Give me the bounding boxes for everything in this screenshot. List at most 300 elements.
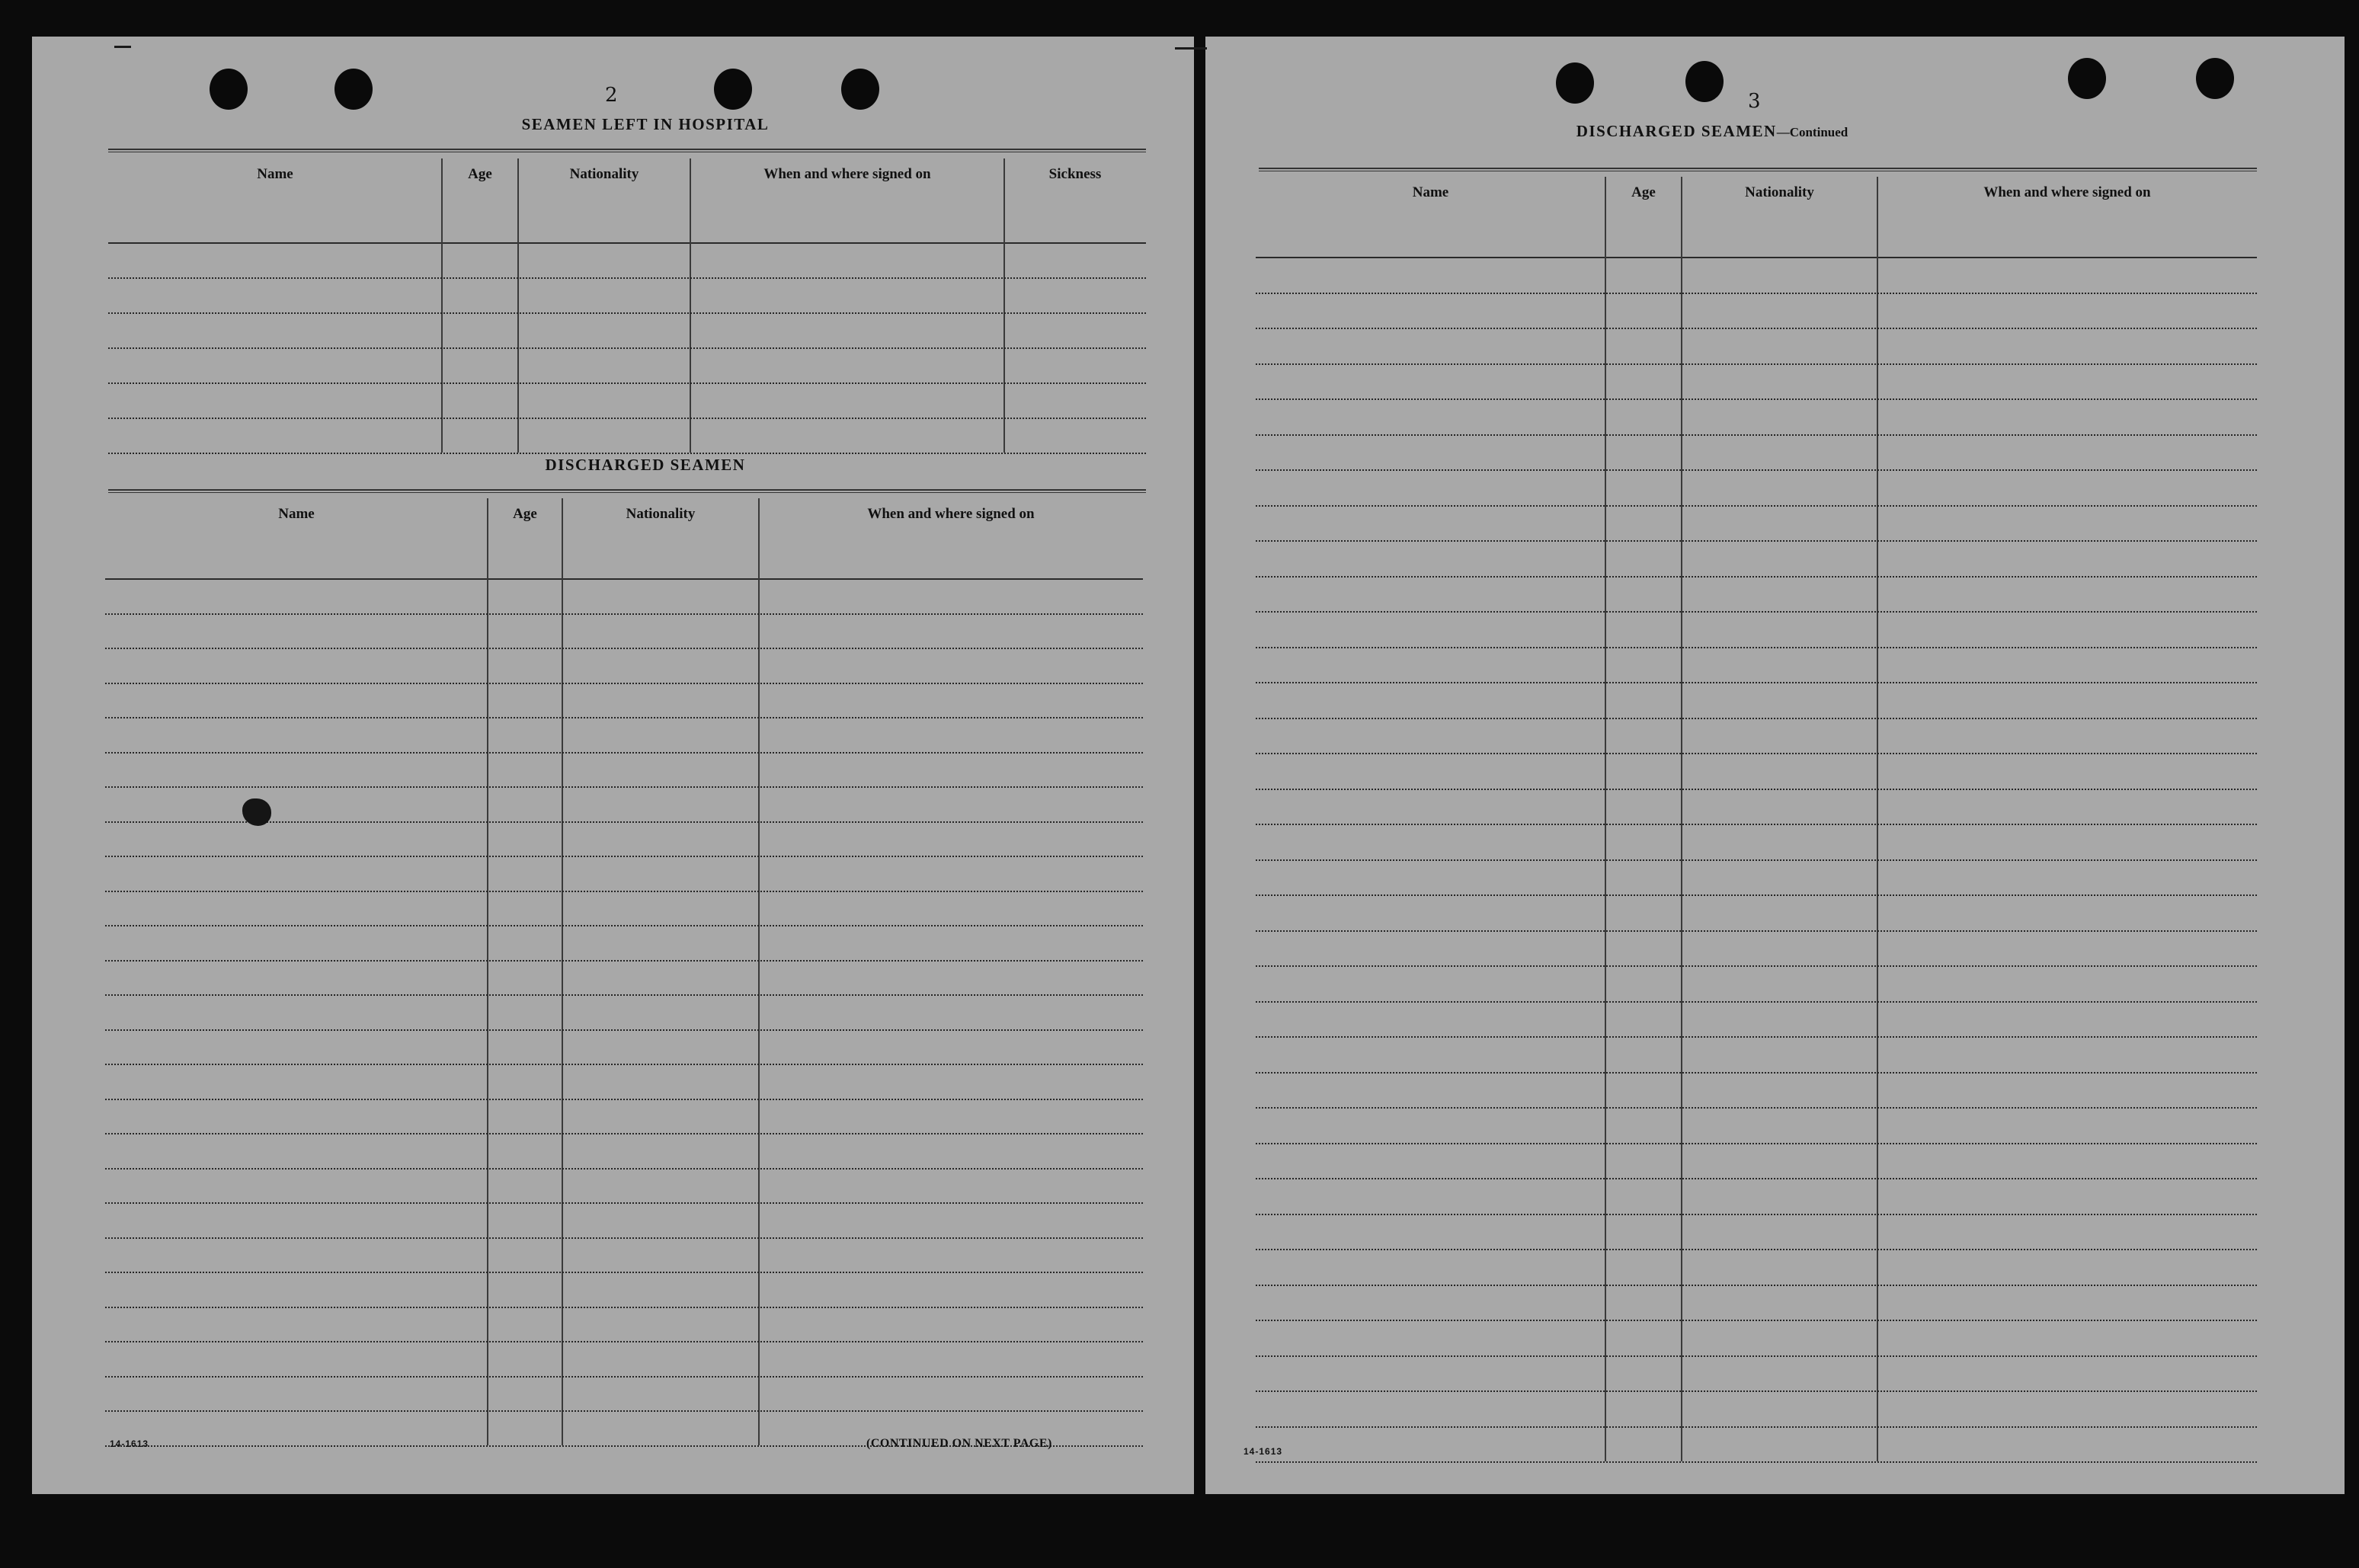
table-cell bbox=[759, 648, 1143, 683]
table-cell bbox=[562, 1307, 759, 1342]
page-number: 2 bbox=[605, 84, 618, 107]
table-row[interactable] bbox=[105, 891, 1143, 927]
table-cell bbox=[105, 786, 488, 821]
table-row[interactable] bbox=[105, 1202, 1143, 1239]
table-cell bbox=[105, 856, 488, 891]
table-cell bbox=[1256, 1214, 1605, 1250]
table-cell bbox=[1605, 434, 1682, 470]
table-cell bbox=[759, 1376, 1143, 1411]
table-row[interactable] bbox=[105, 1341, 1143, 1378]
table-cell bbox=[562, 1410, 759, 1445]
table-cell bbox=[1682, 540, 1877, 576]
table-row[interactable] bbox=[105, 925, 1143, 962]
table-row[interactable] bbox=[1256, 1036, 2257, 1074]
table-cell bbox=[1682, 1355, 1877, 1391]
table-cell bbox=[488, 1099, 562, 1134]
table-row[interactable] bbox=[1256, 1072, 2257, 1109]
table-cell bbox=[1877, 469, 2257, 505]
table-row[interactable] bbox=[108, 242, 1146, 279]
table-row[interactable] bbox=[1256, 434, 2257, 472]
table-row[interactable] bbox=[105, 1029, 1143, 1066]
punch-hole bbox=[714, 69, 752, 110]
table-cell bbox=[759, 1099, 1143, 1134]
table-cell bbox=[1877, 824, 2257, 859]
table-cell bbox=[759, 1168, 1143, 1203]
column-header: Name bbox=[257, 166, 293, 182]
table-cell bbox=[1256, 469, 1605, 505]
table-row[interactable] bbox=[105, 1272, 1143, 1308]
table-cell bbox=[1682, 1143, 1877, 1179]
table-cell bbox=[1682, 434, 1877, 470]
title-double-rule bbox=[1259, 168, 2257, 171]
table-cell bbox=[1256, 1178, 1605, 1214]
table-cell bbox=[1682, 1214, 1877, 1250]
table-cell bbox=[1605, 540, 1682, 576]
table-row[interactable] bbox=[1256, 540, 2257, 578]
table-cell bbox=[1877, 753, 2257, 789]
table-cell bbox=[1256, 293, 1605, 328]
table-cell bbox=[1004, 347, 1146, 382]
form-number: 14-1613 bbox=[110, 1438, 149, 1449]
column-header: Age bbox=[1631, 184, 1656, 200]
table-row[interactable] bbox=[1256, 505, 2257, 542]
table-row[interactable] bbox=[105, 994, 1143, 1031]
table-cell bbox=[1605, 1001, 1682, 1037]
table-cell bbox=[1877, 505, 2257, 541]
table-cell bbox=[1256, 363, 1605, 399]
table-row[interactable] bbox=[105, 856, 1143, 892]
table-cell bbox=[488, 683, 562, 718]
column-header: When and where signed on bbox=[763, 166, 931, 182]
table-cell bbox=[1605, 859, 1682, 895]
table-cell bbox=[105, 1341, 488, 1376]
column-header: Age bbox=[513, 506, 537, 522]
table-cell bbox=[1877, 1178, 2257, 1214]
table-row[interactable] bbox=[1256, 682, 2257, 719]
table-row[interactable] bbox=[105, 1237, 1143, 1274]
table-cell bbox=[105, 1064, 488, 1099]
table-cell bbox=[442, 347, 518, 382]
table-cell bbox=[1605, 718, 1682, 754]
discharged-section-title: DISCHARGED SEAMEN bbox=[545, 456, 746, 474]
table-cell bbox=[562, 578, 759, 613]
column-header: When and where signed on bbox=[867, 506, 1035, 522]
table-cell bbox=[562, 1099, 759, 1134]
table-cell bbox=[1682, 1001, 1877, 1037]
table-cell bbox=[105, 821, 488, 856]
table-row[interactable] bbox=[1256, 469, 2257, 507]
table-row[interactable] bbox=[1256, 753, 2257, 790]
table-cell bbox=[1256, 1426, 1605, 1462]
table-cell bbox=[1605, 398, 1682, 434]
table-row[interactable] bbox=[108, 347, 1146, 384]
table-cell bbox=[562, 891, 759, 926]
table-cell bbox=[1256, 718, 1605, 754]
table-cell bbox=[1682, 293, 1877, 328]
table-cell bbox=[759, 925, 1143, 960]
ledger-header bbox=[105, 498, 1143, 580]
table-cell bbox=[1877, 398, 2257, 434]
table-cell bbox=[562, 1237, 759, 1272]
table-cell bbox=[105, 925, 488, 960]
table-cell bbox=[105, 891, 488, 926]
table-row[interactable] bbox=[105, 752, 1143, 789]
table-cell bbox=[1605, 930, 1682, 966]
right-section-title-suffix: —Continued bbox=[1776, 125, 1848, 139]
table-cell bbox=[1256, 859, 1605, 895]
table-row[interactable] bbox=[1256, 718, 2257, 755]
table-cell bbox=[518, 382, 690, 418]
column-header: Name bbox=[278, 506, 315, 522]
right-ledger bbox=[1256, 177, 2257, 1461]
table-cell bbox=[488, 960, 562, 995]
table-row[interactable] bbox=[1256, 1178, 2257, 1215]
table-cell bbox=[759, 960, 1143, 995]
table-cell bbox=[1256, 753, 1605, 789]
table-cell bbox=[562, 717, 759, 752]
table-cell bbox=[1682, 328, 1877, 363]
table-row[interactable] bbox=[105, 1099, 1143, 1135]
column-header: Age bbox=[468, 166, 492, 182]
table-cell bbox=[1605, 1249, 1682, 1285]
form-number: 14-1613 bbox=[1244, 1446, 1283, 1457]
table-cell bbox=[759, 891, 1143, 926]
table-row[interactable] bbox=[1256, 363, 2257, 401]
table-row[interactable] bbox=[105, 648, 1143, 684]
table-cell bbox=[1682, 257, 1877, 293]
table-row[interactable] bbox=[105, 578, 1143, 615]
right-section-title-text: DISCHARGED SEAMEN bbox=[1576, 122, 1777, 140]
table-cell bbox=[1682, 718, 1877, 754]
table-cell bbox=[1877, 789, 2257, 824]
table-row[interactable] bbox=[1256, 257, 2257, 294]
table-cell bbox=[518, 242, 690, 277]
table-cell bbox=[1682, 1072, 1877, 1108]
table-cell bbox=[1605, 647, 1682, 683]
table-cell bbox=[518, 312, 690, 347]
table-cell bbox=[105, 683, 488, 718]
table-cell bbox=[1605, 611, 1682, 647]
table-cell bbox=[759, 994, 1143, 1029]
column-header: When and where signed on bbox=[1983, 184, 2151, 200]
table-cell bbox=[105, 1272, 488, 1307]
punch-hole bbox=[841, 69, 879, 110]
table-row[interactable] bbox=[108, 418, 1146, 454]
table-cell bbox=[1605, 1214, 1682, 1250]
table-row[interactable] bbox=[105, 613, 1143, 650]
table-row[interactable] bbox=[105, 1168, 1143, 1205]
table-cell bbox=[562, 648, 759, 683]
table-cell bbox=[488, 1064, 562, 1099]
table-cell bbox=[105, 717, 488, 752]
table-cell bbox=[759, 1307, 1143, 1342]
table-cell bbox=[562, 994, 759, 1029]
table-cell bbox=[1004, 382, 1146, 418]
title-double-rule bbox=[108, 489, 1146, 493]
table-row[interactable] bbox=[1256, 1143, 2257, 1180]
table-cell bbox=[759, 613, 1143, 648]
table-row[interactable] bbox=[105, 1376, 1143, 1413]
table-cell bbox=[105, 1410, 488, 1445]
table-cell bbox=[1605, 1320, 1682, 1355]
table-cell bbox=[759, 786, 1143, 821]
table-cell bbox=[1256, 965, 1605, 1001]
table-cell bbox=[1256, 682, 1605, 718]
table-cell bbox=[1256, 1001, 1605, 1037]
punch-hole bbox=[334, 69, 373, 110]
table-cell bbox=[1256, 257, 1605, 293]
table-cell bbox=[1256, 930, 1605, 966]
table-cell bbox=[1877, 718, 2257, 754]
table-cell bbox=[1877, 1426, 2257, 1462]
table-cell bbox=[488, 1307, 562, 1342]
table-cell bbox=[488, 856, 562, 891]
table-cell bbox=[1256, 1036, 1605, 1072]
table-cell bbox=[562, 1029, 759, 1064]
table-cell bbox=[105, 1029, 488, 1064]
table-row[interactable] bbox=[1256, 894, 2257, 932]
table-cell bbox=[562, 1064, 759, 1099]
table-row[interactable] bbox=[105, 1307, 1143, 1343]
table-cell bbox=[1682, 1107, 1877, 1143]
table-cell bbox=[1004, 277, 1146, 312]
table-cell bbox=[1877, 894, 2257, 930]
column-header: Nationality bbox=[569, 166, 639, 182]
table-cell bbox=[759, 1064, 1143, 1099]
table-cell bbox=[1605, 824, 1682, 859]
table-cell bbox=[1877, 1285, 2257, 1320]
table-cell bbox=[1256, 434, 1605, 470]
table-cell bbox=[1877, 682, 2257, 718]
table-cell bbox=[1605, 576, 1682, 612]
table-cell bbox=[1877, 1355, 2257, 1391]
table-cell bbox=[1605, 965, 1682, 1001]
table-cell bbox=[1877, 1249, 2257, 1285]
table-cell bbox=[488, 613, 562, 648]
table-cell bbox=[562, 613, 759, 648]
table-cell bbox=[759, 578, 1143, 613]
table-cell bbox=[1877, 1320, 2257, 1355]
table-cell bbox=[518, 277, 690, 312]
table-cell bbox=[1605, 1178, 1682, 1214]
table-cell bbox=[690, 312, 1004, 347]
table-row[interactable] bbox=[1256, 1214, 2257, 1251]
table-cell bbox=[759, 1029, 1143, 1064]
table-cell bbox=[1605, 1072, 1682, 1108]
table-cell bbox=[1256, 789, 1605, 824]
table-cell bbox=[105, 648, 488, 683]
table-cell bbox=[1256, 1249, 1605, 1285]
table-cell bbox=[1682, 1036, 1877, 1072]
table-cell bbox=[1256, 1355, 1605, 1391]
table-cell bbox=[1877, 1390, 2257, 1426]
table-cell bbox=[1682, 682, 1877, 718]
table-cell bbox=[1682, 753, 1877, 789]
table-cell bbox=[759, 683, 1143, 718]
table-cell bbox=[1256, 1320, 1605, 1355]
table-row[interactable] bbox=[1256, 789, 2257, 826]
punch-hole bbox=[2196, 58, 2234, 99]
table-cell bbox=[1682, 859, 1877, 895]
table-cell bbox=[105, 1168, 488, 1203]
table-cell bbox=[1682, 611, 1877, 647]
table-cell bbox=[1682, 647, 1877, 683]
table-row[interactable] bbox=[105, 960, 1143, 997]
table-cell bbox=[1877, 965, 2257, 1001]
table-row[interactable] bbox=[1256, 1390, 2257, 1428]
table-row[interactable] bbox=[1256, 611, 2257, 648]
table-cell bbox=[1256, 1143, 1605, 1179]
table-row[interactable] bbox=[105, 821, 1143, 858]
table-cell bbox=[1682, 1178, 1877, 1214]
table-cell bbox=[105, 1099, 488, 1134]
table-cell bbox=[1877, 328, 2257, 363]
column-header: Nationality bbox=[1745, 184, 1814, 200]
table-cell bbox=[1877, 363, 2257, 399]
table-cell bbox=[105, 1376, 488, 1411]
table-cell bbox=[488, 578, 562, 613]
page-number: 3 bbox=[1748, 90, 1761, 113]
table-cell bbox=[1877, 1072, 2257, 1108]
table-cell bbox=[105, 578, 488, 613]
table-cell bbox=[759, 1202, 1143, 1237]
table-row[interactable] bbox=[105, 683, 1143, 719]
table-row[interactable] bbox=[1256, 1320, 2257, 1357]
table-cell bbox=[1256, 328, 1605, 363]
table-cell bbox=[562, 1376, 759, 1411]
table-cell bbox=[690, 242, 1004, 277]
table-cell bbox=[759, 856, 1143, 891]
table-cell bbox=[1877, 859, 2257, 895]
table-cell bbox=[488, 1202, 562, 1237]
table-cell bbox=[1682, 1390, 1877, 1426]
ledger-header bbox=[1256, 177, 2257, 258]
table-cell bbox=[562, 683, 759, 718]
table-cell bbox=[1256, 1285, 1605, 1320]
table-row[interactable] bbox=[1256, 1249, 2257, 1286]
table-cell bbox=[1256, 505, 1605, 541]
scan-mark bbox=[1175, 47, 1207, 50]
table-cell bbox=[442, 277, 518, 312]
table-cell bbox=[488, 1168, 562, 1203]
table-cell bbox=[1605, 682, 1682, 718]
table-cell bbox=[1605, 753, 1682, 789]
table-cell bbox=[488, 1376, 562, 1411]
table-cell bbox=[1004, 312, 1146, 347]
table-cell bbox=[562, 960, 759, 995]
table-cell bbox=[488, 891, 562, 926]
table-row[interactable] bbox=[1256, 647, 2257, 684]
table-cell bbox=[488, 1410, 562, 1445]
table-row[interactable] bbox=[108, 382, 1146, 419]
right-page bbox=[1205, 37, 2345, 1494]
table-cell bbox=[105, 1202, 488, 1237]
table-row[interactable] bbox=[1256, 965, 2257, 1003]
table-cell bbox=[1605, 363, 1682, 399]
table-cell bbox=[759, 717, 1143, 752]
table-row[interactable] bbox=[1256, 1107, 2257, 1144]
table-cell bbox=[1877, 930, 2257, 966]
table-row[interactable] bbox=[105, 1064, 1143, 1100]
table-cell bbox=[690, 277, 1004, 312]
table-cell bbox=[1605, 1426, 1682, 1462]
table-cell bbox=[442, 418, 518, 453]
table-cell bbox=[1605, 1355, 1682, 1391]
table-row[interactable] bbox=[1256, 328, 2257, 365]
column-header: Name bbox=[1412, 184, 1449, 200]
table-cell bbox=[1682, 505, 1877, 541]
table-cell bbox=[1605, 293, 1682, 328]
table-row[interactable] bbox=[108, 312, 1146, 349]
table-cell bbox=[1605, 257, 1682, 293]
table-cell bbox=[1682, 469, 1877, 505]
table-cell bbox=[108, 242, 442, 277]
table-cell bbox=[1877, 540, 2257, 576]
table-cell bbox=[442, 242, 518, 277]
table-cell bbox=[1256, 1390, 1605, 1426]
left-page bbox=[32, 37, 1194, 1494]
table-cell bbox=[105, 1307, 488, 1342]
table-cell bbox=[488, 752, 562, 787]
table-cell bbox=[1605, 894, 1682, 930]
table-cell bbox=[1877, 434, 2257, 470]
table-cell bbox=[562, 1202, 759, 1237]
table-cell bbox=[1605, 469, 1682, 505]
table-cell bbox=[1605, 505, 1682, 541]
table-row[interactable] bbox=[105, 717, 1143, 754]
table-row[interactable] bbox=[1256, 1426, 2257, 1464]
table-row[interactable] bbox=[1256, 293, 2257, 330]
table-row[interactable] bbox=[1256, 824, 2257, 861]
table-cell bbox=[759, 1133, 1143, 1168]
table-cell bbox=[108, 277, 442, 312]
table-row[interactable] bbox=[105, 1133, 1143, 1170]
scan-mark bbox=[114, 46, 131, 48]
table-cell bbox=[1605, 1143, 1682, 1179]
ledger-header bbox=[108, 158, 1146, 244]
table-cell bbox=[1256, 611, 1605, 647]
table-cell bbox=[105, 752, 488, 787]
punch-hole bbox=[210, 69, 248, 110]
table-cell bbox=[562, 925, 759, 960]
table-cell bbox=[1682, 894, 1877, 930]
table-row[interactable] bbox=[1256, 398, 2257, 436]
table-cell bbox=[442, 312, 518, 347]
table-row[interactable] bbox=[1256, 859, 2257, 897]
table-cell bbox=[1877, 1143, 2257, 1179]
table-row[interactable] bbox=[1256, 1285, 2257, 1322]
table-cell bbox=[1877, 293, 2257, 328]
table-row[interactable] bbox=[1256, 576, 2257, 613]
table-cell bbox=[105, 1133, 488, 1168]
right-section-title bbox=[1472, 122, 1952, 141]
table-cell bbox=[759, 1272, 1143, 1307]
table-row[interactable] bbox=[1256, 930, 2257, 968]
table-cell bbox=[1605, 1390, 1682, 1426]
table-cell bbox=[690, 347, 1004, 382]
table-cell bbox=[1682, 1285, 1877, 1320]
table-row[interactable] bbox=[1256, 1001, 2257, 1038]
table-row[interactable] bbox=[1256, 1355, 2257, 1393]
table-cell bbox=[759, 1237, 1143, 1272]
table-cell bbox=[488, 1237, 562, 1272]
table-cell bbox=[1682, 1426, 1877, 1462]
punch-hole bbox=[2068, 58, 2106, 99]
table-row[interactable] bbox=[108, 277, 1146, 314]
title-double-rule bbox=[108, 149, 1146, 152]
table-cell bbox=[562, 856, 759, 891]
table-cell bbox=[1877, 647, 2257, 683]
